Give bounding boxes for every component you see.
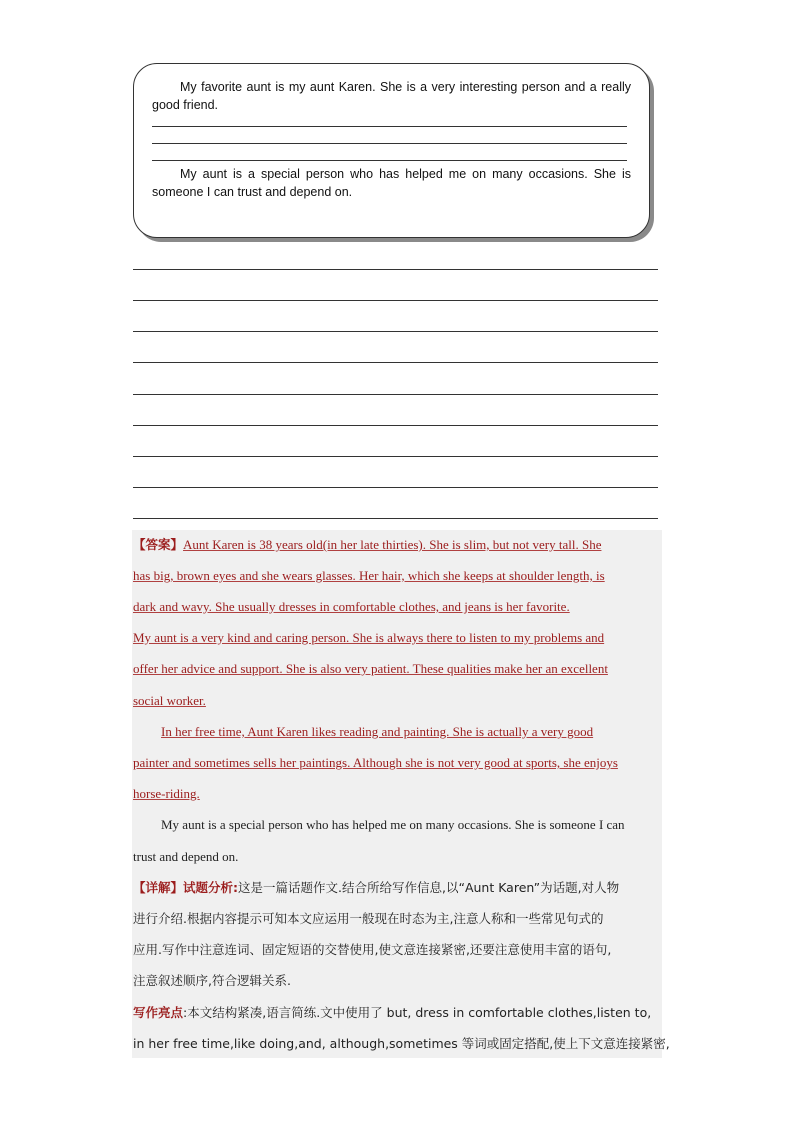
analysis-line: 注意叙述顺序,符合逻辑关系. — [133, 973, 291, 988]
writing-line — [133, 518, 658, 519]
answer-line: has big, brown eyes and she wears glasses. Her hair, which she keeps at shoulder length, is — [133, 568, 605, 583]
answer-line: painter and sometimes sells her paintings. Although she is not very good at sports, she enjoys — [133, 755, 618, 770]
card-writing-line — [152, 143, 627, 144]
analysis-line: 进行介绍.根据内容提示可知本文应运用一般现在时态为主,注意人称和一些常见句式的 — [133, 911, 604, 926]
analysis-line: 【详解】试题分析:这是一篇话题作文.结合所给写作信息,以“Aunt Karen”为话题,对人物 — [133, 880, 620, 895]
highlight-label: 写作亮点 — [133, 1005, 184, 1020]
analysis-sub-label: 试题分析: — [183, 880, 239, 895]
analysis-label: 【详解】 — [133, 880, 184, 895]
card-writing-line — [152, 126, 627, 127]
writing-line — [133, 269, 658, 270]
writing-line — [133, 487, 658, 488]
answer-label: 【答案】 — [133, 537, 184, 552]
prompt-paragraph-2: My aunt is a special person who has helped me on many occasions. She is someone I can trust and depend on. — [152, 167, 631, 199]
answer-section — [132, 530, 670, 1058]
answer-line: My aunt is a special person who has helped me on many occasions. She is someone I can — [161, 817, 625, 832]
card-writing-line — [152, 160, 627, 161]
highlight-line: 写作亮点:本文结构紧凑,语言简练.文中使用了 but, dress in comfortable clothes,listen to, — [133, 1005, 652, 1020]
highlight-line: in her free time,like doing,and, although,sometimes 等词或固定搭配,使上下文意连接紧密, — [133, 1036, 670, 1051]
writing-line — [133, 300, 658, 301]
answer-line: My aunt is a very kind and caring person. She is always there to listen to my problems and — [133, 630, 605, 645]
writing-line — [133, 456, 658, 457]
answer-line: trust and depend on. — [133, 849, 239, 864]
answer-line: In her free time, Aunt Karen likes reading and painting. She is actually a very good — [161, 724, 594, 739]
writing-line — [133, 394, 658, 395]
writing-line — [133, 331, 658, 332]
answer-line: 【答案】Aunt Karen is 38 years old(in her late thirties). She is slim, but not very tall. She — [133, 537, 602, 552]
answer-line: offer her advice and support. She is also very patient. These qualities make her an excellent — [133, 661, 608, 676]
prompt-paragraph-1: My favorite aunt is my aunt Karen. She is a very interesting person and a really good friend. — [152, 80, 631, 112]
answer-line: social worker. — [133, 693, 206, 708]
prompt-card — [133, 63, 650, 238]
answer-line: horse-riding. — [133, 786, 200, 801]
writing-line — [133, 362, 658, 363]
writing-line — [133, 425, 658, 426]
answer-line: dark and wavy. She usually dresses in comfortable clothes, and jeans is her favorite. — [133, 599, 570, 614]
analysis-line: 应用.写作中注意连词、固定短语的交替使用,使文意连接紧密,还要注意使用丰富的语句, — [133, 942, 612, 957]
